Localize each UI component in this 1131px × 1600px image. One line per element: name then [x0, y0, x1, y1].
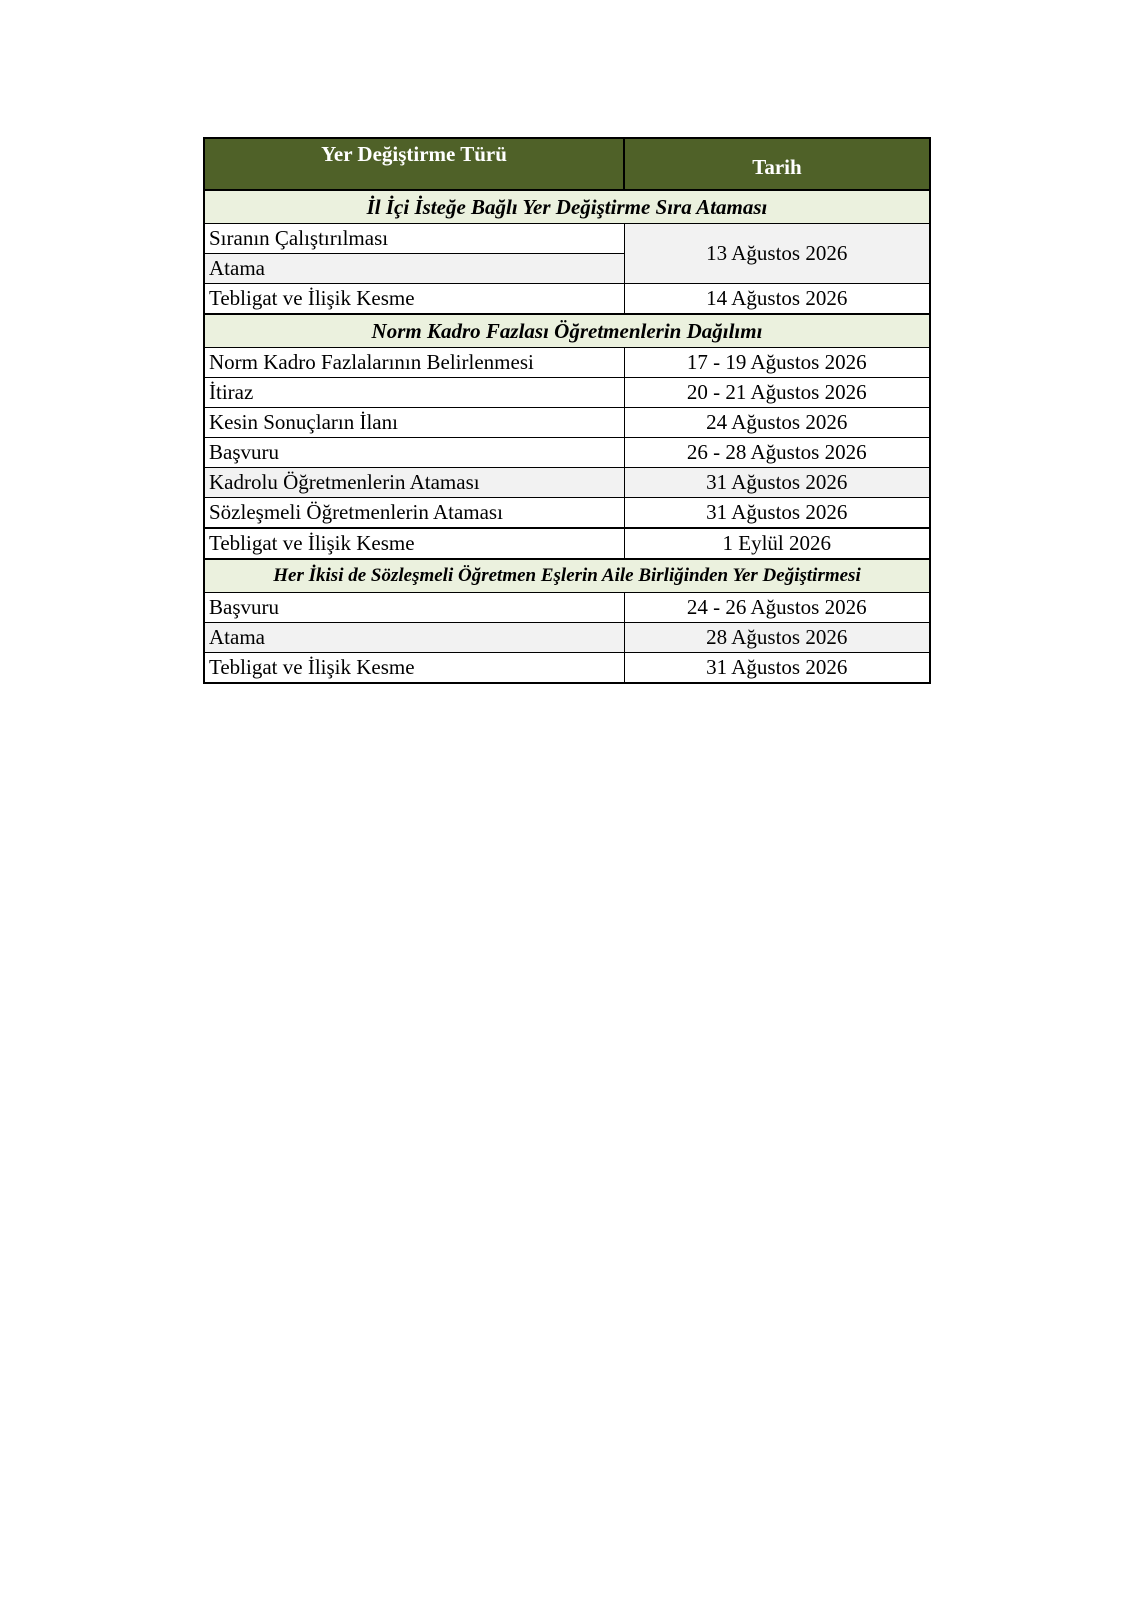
table-row [204, 653, 930, 684]
table-row [204, 284, 930, 315]
table-row [204, 438, 930, 468]
row-date: 31 Ağustos 2026 [624, 653, 930, 684]
row-label: Tebligat ve İlişik Kesme [204, 528, 624, 559]
row-label: Başvuru [204, 438, 624, 468]
row-label: İtiraz [204, 378, 624, 408]
table-row [204, 378, 930, 408]
header-transfer-type: Yer Değiştirme Türü [204, 138, 624, 190]
row-label: Tebligat ve İlişik Kesme [204, 284, 624, 315]
section-title: İl İçi İsteğe Bağlı Yer Değiştirme Sıra Ataması [204, 190, 930, 224]
schedule-table [203, 137, 931, 684]
row-label: Başvuru [204, 593, 624, 623]
row-date: 24 Ağustos 2026 [624, 408, 930, 438]
row-label: Kadrolu Öğretmenlerin Ataması [204, 468, 624, 498]
section-header-row [204, 190, 930, 224]
row-date: 13 Ağustos 2026 [624, 224, 930, 284]
row-date: 20 - 21 Ağustos 2026 [624, 378, 930, 408]
section-header-row [204, 559, 930, 593]
row-label: Atama [204, 623, 624, 653]
row-date: 26 - 28 Ağustos 2026 [624, 438, 930, 468]
table-header-row [204, 138, 930, 190]
row-label: Norm Kadro Fazlalarının Belirlenmesi [204, 348, 624, 378]
row-date: 17 - 19 Ağustos 2026 [624, 348, 930, 378]
table-row [204, 408, 930, 438]
row-date: 1 Eylül 2026 [624, 528, 930, 559]
table-row [204, 224, 930, 254]
table-row [204, 593, 930, 623]
row-label: Sıranın Çalıştırılması [204, 224, 624, 254]
row-date: 28 Ağustos 2026 [624, 623, 930, 653]
header-date: Tarih [624, 138, 930, 190]
section-header-row [204, 314, 930, 348]
row-label: Atama [204, 254, 624, 284]
table-row [204, 498, 930, 529]
row-label: Sözleşmeli Öğretmenlerin Ataması [204, 498, 624, 529]
table-row [204, 468, 930, 498]
row-date: 24 - 26 Ağustos 2026 [624, 593, 930, 623]
section-title: Norm Kadro Fazlası Öğretmenlerin Dağılımı [204, 314, 930, 348]
row-date: 14 Ağustos 2026 [624, 284, 930, 315]
row-date: 31 Ağustos 2026 [624, 498, 930, 529]
table-row [204, 623, 930, 653]
row-label: Kesin Sonuçların İlanı [204, 408, 624, 438]
row-date: 31 Ağustos 2026 [624, 468, 930, 498]
table-row [204, 348, 930, 378]
section-title: Her İkisi de Sözleşmeli Öğretmen Eşlerin Aile Birliğinden Yer Değiştirmesi [204, 559, 930, 593]
row-label: Tebligat ve İlişik Kesme [204, 653, 624, 684]
table-row [204, 528, 930, 559]
